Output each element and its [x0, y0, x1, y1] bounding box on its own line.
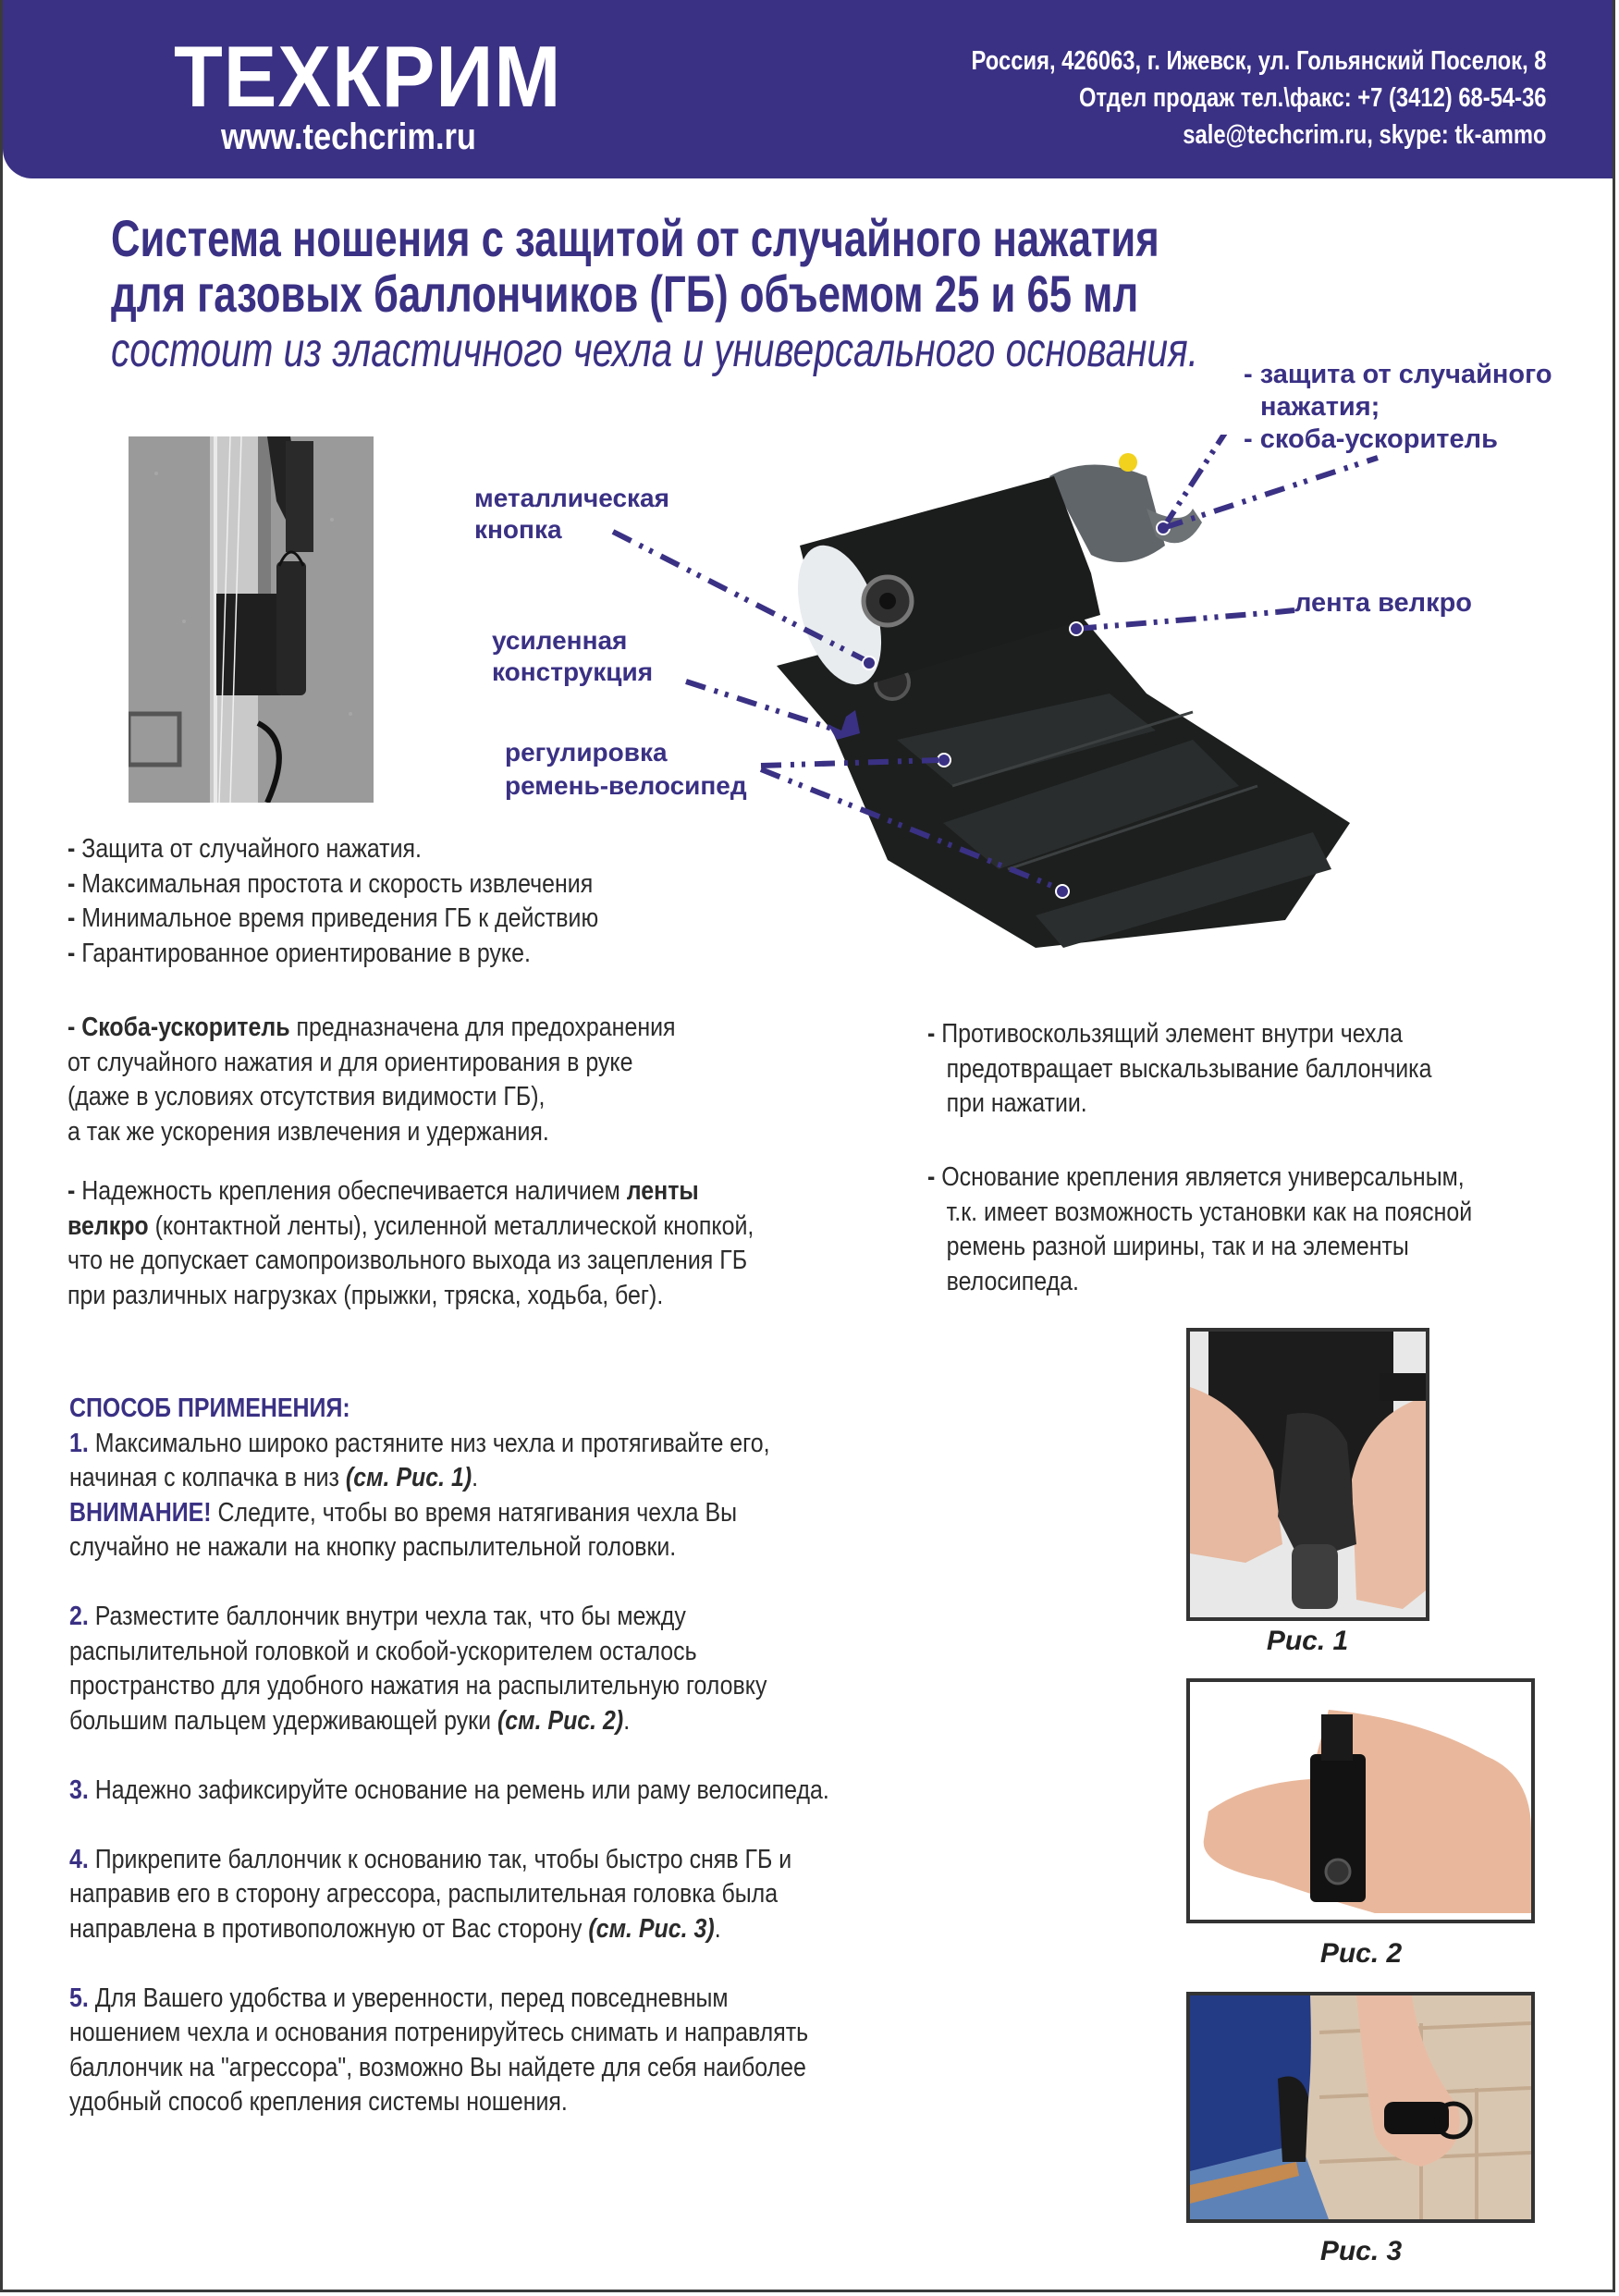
dot-metal-button-page — [863, 657, 876, 669]
step-2 — [69, 1600, 829, 1635]
text-line: начиная с колпачка в низ — [69, 1463, 346, 1492]
text-line: Разместите баллончик внутри чехла так, что бы между — [88, 1602, 686, 1631]
callout-adjust — [505, 736, 747, 803]
text-line: Максимально широко растяните низ чехла и протягивайте его, — [88, 1428, 770, 1458]
text-line: предотвращает выскальзывание баллончика — [946, 1053, 1432, 1084]
feature-item — [67, 937, 636, 972]
text-line: Надежность крепления обеспечивается наличием — [75, 1176, 627, 1206]
text-line: что не допускает самопроизвольного выхода из зацепления ГБ — [67, 1246, 748, 1275]
text-line: (см. Рис. 1) — [345, 1463, 472, 1492]
text-line: ремень разной ширины, так и на элементы — [946, 1232, 1409, 1261]
text-line: Для Вашего удобства и уверенности, перед повседневным — [88, 1983, 729, 2013]
text-line: баллончик на "агрессора", возможно Вы найдете для себя наиболее — [69, 2052, 806, 2082]
figure-3-illustration — [1190, 1995, 1531, 2219]
callout-reinforced-line2: конструкция — [492, 657, 654, 686]
figure-2 — [1186, 1678, 1535, 1923]
text-line: случайно не нажали на кнопку распылительной головки. — [69, 1532, 677, 1562]
callout-line-adjust-1 — [761, 760, 938, 766]
figure-3-caption: Рис. 3 — [1319, 2236, 1403, 2266]
text-line: т.к. имеет возможность установки как на поясной — [946, 1197, 1473, 1227]
feature-item — [67, 832, 636, 867]
callout-velcro: лента велкро — [1294, 588, 1473, 618]
callout-adjust-line2: ремень-велосипед — [505, 771, 747, 800]
title-line-1: Система ношения с защитой от случайного нажатия — [111, 209, 1159, 267]
text-line: Следите, чтобы во время натягивания чехла Вы — [211, 1497, 738, 1528]
text-line: а так же ускорения извлечения и удержания. — [67, 1116, 549, 1147]
feature-item — [67, 902, 636, 937]
paragraph-reliability — [67, 1174, 865, 1313]
figure-3 — [1186, 1992, 1535, 2223]
warning — [69, 1496, 829, 1531]
callout-metal-line2: кнопка — [474, 515, 562, 544]
usage-instructions — [69, 1392, 953, 2120]
arrow-icon — [828, 710, 860, 740]
feature-list — [67, 832, 729, 971]
text-line: - — [67, 868, 76, 899]
text-line: направлена в противоположную от Вас сторону — [69, 1913, 589, 1944]
callout-reinforced-line1: усиленная — [492, 626, 628, 655]
text-line: ношением чехла и основания потренируйтесь снимать и направлять — [69, 2018, 809, 2047]
text-line: большим пальцем удерживающей руки — [69, 1705, 497, 1736]
text-line: Надежно зафиксируйте основание на ремень или раму велосипеда. — [88, 1774, 829, 1805]
text-line: пространство для удобного нажатия на распылительную головку — [69, 1671, 767, 1701]
text-line: . — [472, 1463, 479, 1492]
text-line: - — [927, 1019, 936, 1049]
text-line: - — [67, 903, 76, 933]
callout-line-guard-ext — [1163, 458, 1378, 528]
figure-1-caption: Рис. 1 — [1266, 1626, 1349, 1656]
text-line: Противоскользящий элемент внутри чехла — [935, 1019, 1403, 1049]
text-line: при различных нагрузках (прыжки, тряска, ходьба, бег). — [67, 1280, 664, 1310]
usage-heading: СПОСОБ ПРИМЕНЕНИЯ: — [69, 1394, 350, 1423]
text-line: 1. — [69, 1428, 89, 1458]
address: Россия, 426063, г. Ижевск, ул. Гольянский Поселок, 8 — [972, 46, 1547, 76]
subtitle: состоит из эластичного чехла и универсального основания. — [111, 324, 1198, 377]
text-line: - — [67, 834, 76, 864]
email-skype[interactable]: sale@techcrim.ru, skype: tk-ammo — [1183, 120, 1547, 150]
text-line: Максимальная простота и скорость извлечения — [81, 868, 594, 899]
text-line: - — [67, 938, 76, 968]
text-line: . — [714, 1913, 721, 1944]
text-line: ВНИМАНИЕ! — [69, 1497, 212, 1528]
text-line: велкро — [67, 1210, 149, 1241]
figure-2-caption: Рис. 2 — [1319, 1938, 1403, 1969]
callout-protection-line3: - скоба-ускоритель — [1244, 424, 1498, 454]
text-line: направив его в сторону агрессора, распылительная головка была — [69, 1879, 779, 1909]
text-line: (см. Рис. 2) — [497, 1705, 624, 1736]
text-line: Прикрепите баллончик к основанию так, чтобы быстро сняв ГБ и — [88, 1844, 792, 1874]
text-line: Гарантированное ориентирование в руке. — [81, 938, 531, 968]
text-line: 2. — [69, 1602, 89, 1631]
figure-1-illustration — [1190, 1332, 1426, 1617]
text-line: ленты — [626, 1176, 699, 1206]
title-line-2: для газовых баллончиков (ГБ) объемом 25 и 65 мл — [111, 264, 1139, 323]
website-link[interactable]: www.techcrim.ru — [221, 117, 476, 157]
text-line: 4. — [69, 1844, 89, 1874]
text-line: от случайного нажатия и для ориентирования в руке — [67, 1047, 633, 1077]
callout-protection-line2: нажатия; — [1260, 392, 1380, 422]
text-line: при нажатии. — [946, 1088, 1087, 1118]
callout-reinforced — [492, 625, 653, 688]
callout-protection — [1244, 359, 1552, 456]
company-logo: ТЕХКРИМ — [174, 28, 562, 125]
callout-adjust-line1: регулировка — [505, 738, 668, 767]
step-3 — [69, 1774, 829, 1809]
figure-2-illustration — [1190, 1682, 1531, 1920]
callout-metal-button — [474, 483, 669, 546]
step-1 — [69, 1427, 829, 1462]
text-line: (контактной ленты), усиленной металлической кнопкой, — [148, 1210, 754, 1241]
text-line: (даже в условиях отсутствия видимости ГБ), — [67, 1082, 546, 1111]
feature-item — [67, 867, 636, 902]
text-line: - — [67, 1013, 76, 1042]
text-line: . — [623, 1705, 631, 1736]
paragraph-bracket — [67, 1011, 775, 1149]
callout-line-velcro-ext — [1276, 610, 1294, 612]
phone: Отдел продаж тел.\факс: +7 (3412) 68-54-36 — [1079, 83, 1547, 113]
callout-line-adjust-2 — [761, 769, 1057, 888]
step-5 — [69, 1982, 829, 2017]
text-line: Защита от случайного нажатия. — [81, 834, 422, 864]
text-line: удобный способ крепления системы ношения. — [69, 2087, 568, 2117]
text-line: Скоба-ускоритель — [81, 1013, 290, 1042]
text-line: распылительной головкой и скобой-ускорителем осталось — [69, 1636, 697, 1666]
text-line: - — [927, 1162, 936, 1192]
figure-1 — [1186, 1328, 1429, 1621]
callout-metal-line1: металлическая — [474, 484, 669, 512]
paragraph-antislip — [927, 1017, 1514, 1122]
callout-protection-line1: - защита от случайного — [1244, 360, 1552, 389]
text-line: Минимальное время приведения ГБ к действию — [81, 903, 599, 933]
paragraph-universal-base — [927, 1160, 1561, 1299]
text-line: 3. — [69, 1774, 89, 1805]
text-line: 5. — [69, 1983, 89, 2013]
step-4 — [69, 1843, 829, 1878]
text-line: велосипеда. — [946, 1266, 1079, 1296]
text-line: - — [67, 1176, 76, 1206]
text-line: предназначена для предохранения — [289, 1013, 676, 1042]
text-line: Основание крепления является универсальным, — [935, 1162, 1465, 1192]
text-line: (см. Рис. 3) — [588, 1913, 715, 1944]
callout-line-reinforced — [686, 681, 832, 729]
